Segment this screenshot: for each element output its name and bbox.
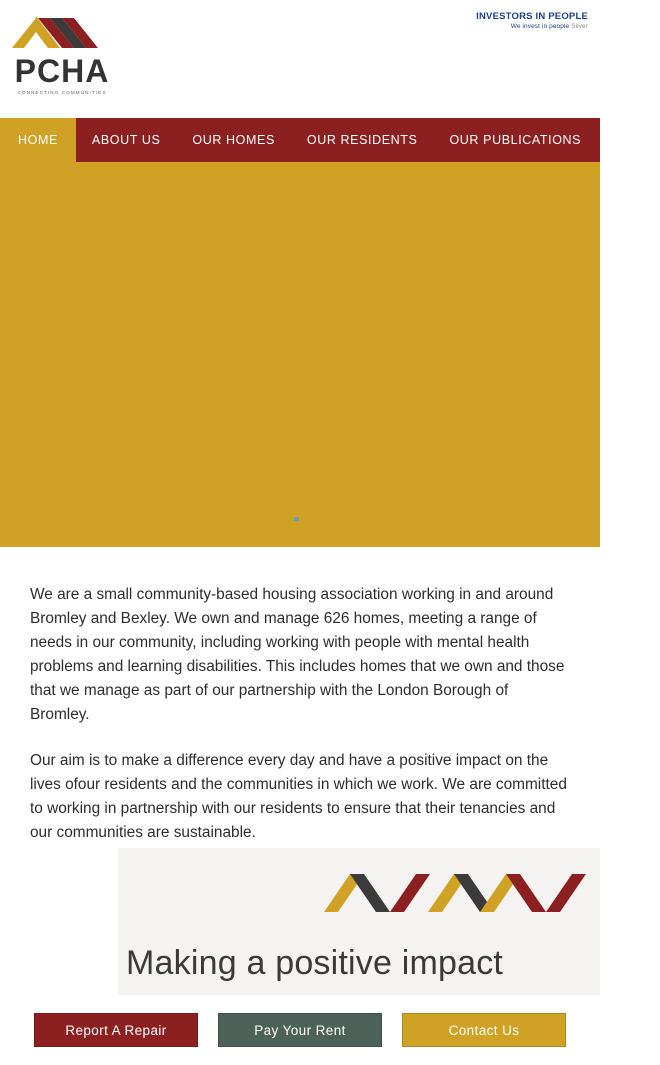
report-a-repair-button[interactable] <box>34 1013 198 1047</box>
main-navigation <box>0 118 642 162</box>
intro-paragraph-1: We are a small community-based housing association working in and around Bromley and Bexley. We own and manage 626 homes, meeting a range of needs in our community, including working with people with mental health problems and learning disabilities. This includes homes that we own and those that we manage as part of our partnership with the London Borough of Bromley. <box>30 586 565 723</box>
iip-title: INVESTORS IN PEOPLE <box>476 11 588 22</box>
pcha-chevron-logo-icon <box>10 8 114 52</box>
nav-item-label: ABOUT US <box>91 133 161 147</box>
positive-impact-banner <box>118 848 600 995</box>
nav-item-more[interactable] <box>597 118 660 162</box>
hero-loading-indicator <box>294 517 299 521</box>
nav-item-label: OUR RESIDENTS <box>306 133 418 147</box>
nav-item-about-us[interactable] <box>76 118 176 162</box>
intro-paragraph-2: Our aim is to make a difference every day and have a positive impact on the lives ofour residents and the communities in which we work. We are committed to working in partnership with our residents to ensure that their tenancies and our communities are sustainable. <box>30 752 567 841</box>
logo-tagline: CONNECTING COMMUNITIES <box>17 90 107 95</box>
pay-your-rent-button[interactable] <box>218 1013 382 1047</box>
hero-banner <box>0 162 600 547</box>
investors-in-people-badge <box>476 12 588 30</box>
nav-item-our-homes[interactable] <box>176 118 291 162</box>
nav-item-home[interactable] <box>0 118 76 162</box>
iip-subtitle-text: We invest in people <box>510 22 570 30</box>
banner-headline: Making a positive impact <box>126 944 504 982</box>
site-header <box>0 0 600 118</box>
button-label: Contact Us <box>448 1022 520 1038</box>
nav-item-label: OUR PUBLICATIONS <box>449 133 582 147</box>
site-logo[interactable] <box>0 0 124 118</box>
nav-item-our-publications[interactable] <box>433 118 597 162</box>
iip-subtitle <box>476 23 588 30</box>
nav-item-label: OUR HOMES <box>192 133 275 147</box>
button-label: Pay Your Rent <box>254 1022 346 1038</box>
iip-level: Silver <box>571 22 588 30</box>
nav-item-our-residents[interactable] <box>291 118 434 162</box>
banner-chevron-graphic-icon <box>246 860 596 918</box>
nav-more-label: More <box>613 134 642 146</box>
button-label: Report A Repair <box>65 1022 167 1038</box>
contact-us-button[interactable] <box>402 1013 566 1047</box>
logo-wordmark: PCHA <box>14 53 110 89</box>
quick-action-bar <box>0 995 600 1065</box>
nav-item-label: HOME <box>18 133 58 147</box>
